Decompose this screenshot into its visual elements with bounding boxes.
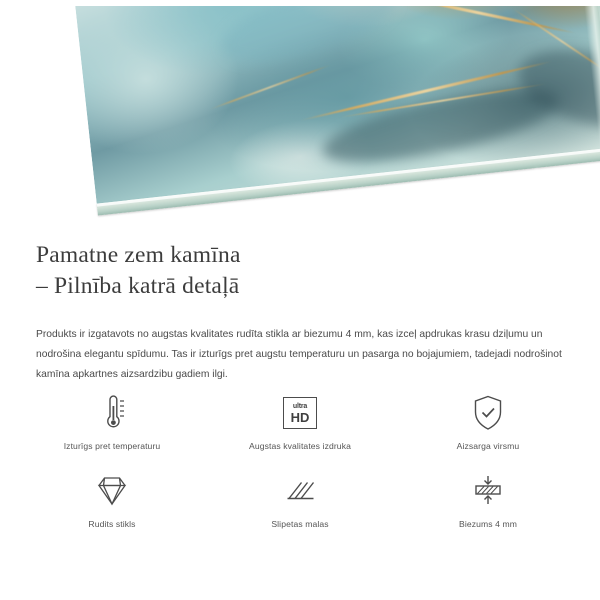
feature-item-surface-protection xyxy=(394,392,582,470)
feature-label: Slipetas malas xyxy=(271,519,329,529)
feature-item-print-quality xyxy=(206,392,394,470)
feature-label: Izturīgs pret temperaturu xyxy=(63,441,161,451)
glass-panel xyxy=(73,0,600,222)
ultra-hd-badge-top: ultra xyxy=(292,402,308,410)
ultra-hd-icon xyxy=(283,392,317,434)
feature-label: Biezums 4 mm xyxy=(458,519,518,529)
diamond-icon xyxy=(92,470,132,512)
thickness-arrows-icon xyxy=(468,470,508,512)
thermometer-icon xyxy=(97,392,127,434)
feature-item-temperature xyxy=(18,392,206,470)
feature-label: Augstas kvalitates izdruka xyxy=(249,441,351,451)
hero-image xyxy=(0,0,600,222)
text-content xyxy=(0,222,600,385)
feature-label: Rudits stikls xyxy=(88,519,136,529)
feature-grid xyxy=(0,392,600,548)
page-title-line-2: – Pilnība katrā detaļā xyxy=(36,273,240,300)
feature-item-thickness xyxy=(394,470,582,548)
marble-swirl xyxy=(214,0,404,78)
sparkle-icon xyxy=(548,188,568,208)
feature-item-polished-edges xyxy=(206,470,394,548)
page-title xyxy=(0,222,600,303)
gold-vein xyxy=(209,64,332,111)
feature-label: Aizsarga virsmu xyxy=(456,441,520,451)
page-title-line-1: Pamatne zem kamīna xyxy=(36,242,241,268)
feature-item-tempered-glass xyxy=(18,470,206,548)
sparkle-icon xyxy=(531,196,545,210)
shield-check-icon xyxy=(471,392,505,434)
description-paragraph: Produkts ir izgatavots no augstas kvalitates rudīta stikla ar biezumu 4 mm, kas izceļ apdrukas krasu dziļumu un nodrošina elegantu spīdumu. Tas ir izturīgs pret augstu temperaturu un pasarga no bojajumiem, tadejadi nodrošinot kamīna apkartnes aizsardzibu gadiem ilgi. xyxy=(36,328,562,380)
polished-edges-icon xyxy=(281,470,319,512)
ultra-hd-badge-bottom: HD xyxy=(290,409,310,425)
hero-top-mask xyxy=(0,0,600,6)
